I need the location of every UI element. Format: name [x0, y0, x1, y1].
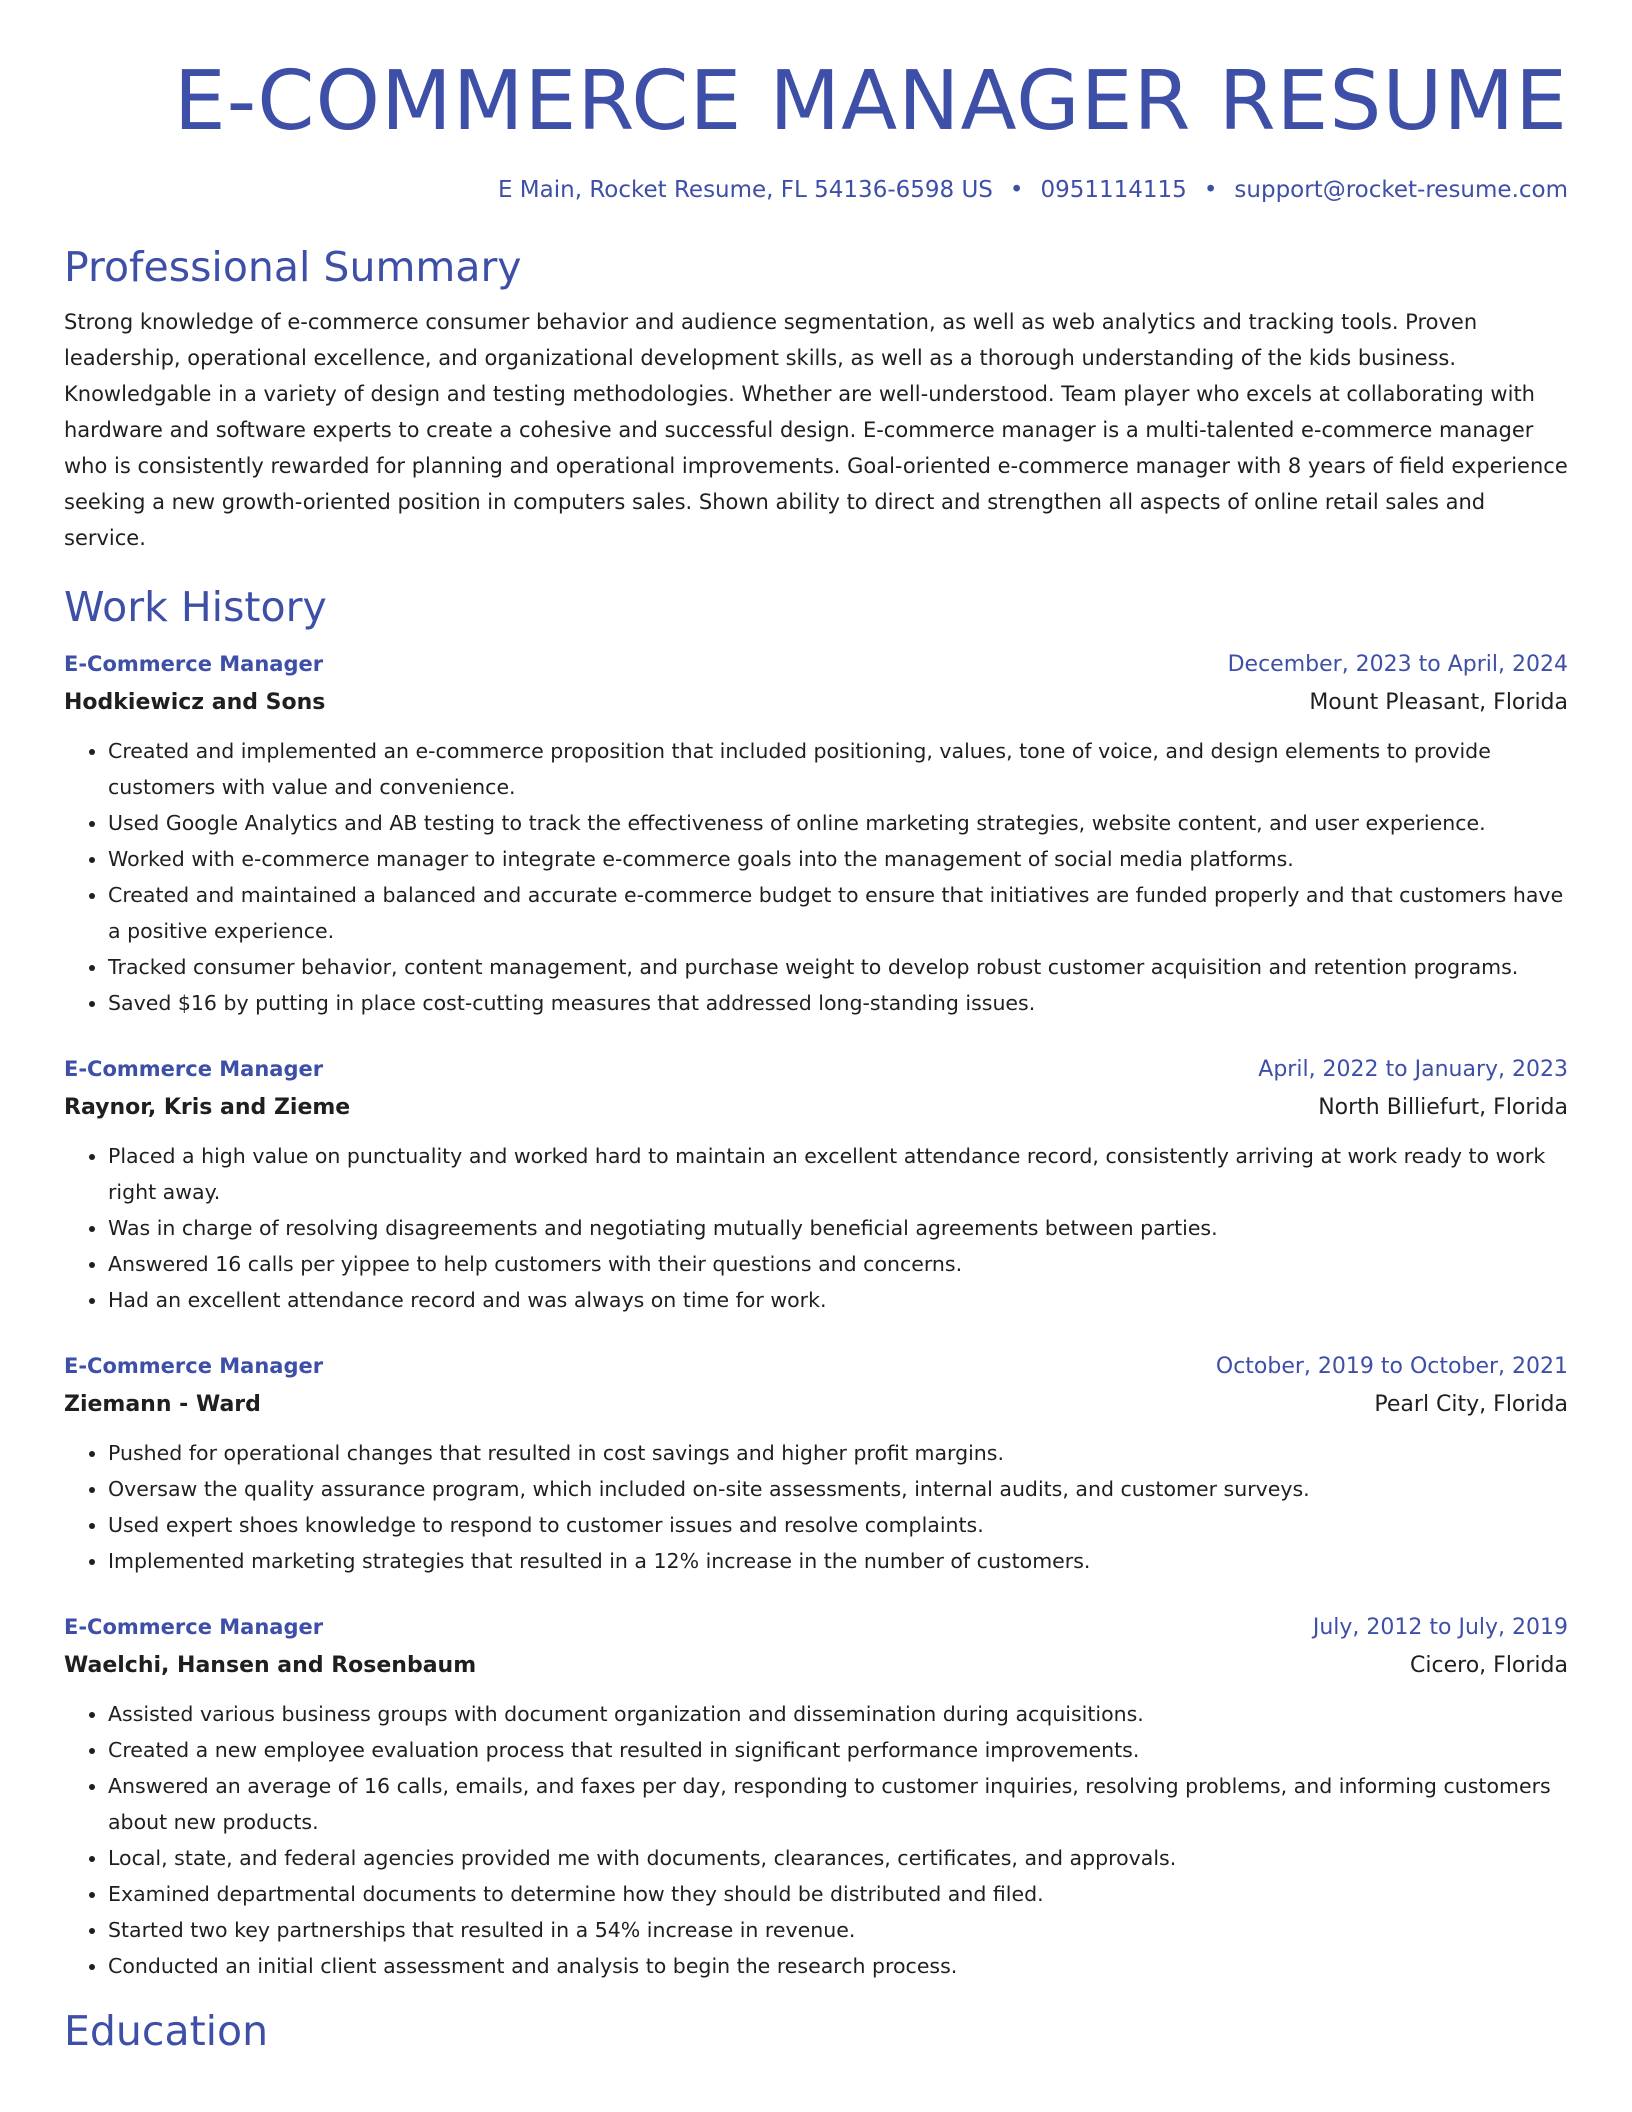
job-entry [64, 1609, 1568, 1984]
job-header-row [64, 1051, 1568, 1088]
job-bullets [64, 1138, 1568, 1318]
job-title: E-Commerce Manager [64, 652, 324, 676]
resume-title: E-COMMERCE MANAGER RESUME [173, 54, 1568, 149]
job-bullet: • Used Google Analytics and AB testing to track the effectiveness of online marketing strategies, website content, and user experience. [108, 805, 1568, 841]
job-bullets [64, 733, 1568, 1021]
job-bullet: • Pushed for operational changes that resulted in cost savings and higher profit margins. [108, 1435, 1568, 1471]
job-entry [64, 646, 1568, 1021]
job-bullet: • Worked with e-commerce manager to integrate e-commerce goals into the management of social media platforms. [108, 841, 1568, 877]
contact-address: E Main, Rocket Resume, FL 54136-6598 US [497, 177, 993, 203]
contact-separator: • [1203, 177, 1218, 203]
contact-line [64, 174, 1568, 206]
job-location: Cicero, Florida [1410, 1653, 1568, 1678]
job-bullets [64, 1435, 1568, 1579]
job-bullet: • Local, state, and federal agencies provided me with documents, clearances, certificates, and approvals. [108, 1840, 1568, 1876]
job-company-row [64, 1088, 1568, 1128]
job-entry [64, 1051, 1568, 1318]
job-location: North Billiefurt, Florida [1318, 1095, 1568, 1120]
summary-text: Strong knowledge of e-commerce consumer behavior and audience segmentation, as well as web analytics and tracking tools. Proven leadership, operational excellence, and organizational development skills, as well as a thorough understanding of the kids business. Knowledgable in a variety of design and testing methodologies. Whether are well-understood. Team player who excels at collaborating with hardware and software experts to create a cohesive and successful design. E-commerce manager is a multi-talented e-commerce manager who is consistently rewarded for planning and operational improvements. Goal-oriented e-commerce manager with 8 years of field experience seeking a new growth-oriented position in computers sales. Shown ability to direct and strengthen all aspects of online retail sales and service. [64, 310, 1568, 550]
work-history-heading: Work History [64, 583, 327, 631]
job-bullet: • Examined departmental documents to determine how they should be distributed and filed. [108, 1876, 1568, 1912]
job-title: E-Commerce Manager [64, 1354, 324, 1378]
job-bullet: • Created and implemented an e-commerce proposition that included positioning, values, tone of voice, and design elements to provide customers with value and convenience. [108, 733, 1568, 805]
job-company: Hodkiewicz and Sons [64, 690, 326, 715]
job-company-row [64, 1385, 1568, 1425]
job-bullet: • Started two key partnerships that resulted in a 54% increase in revenue. [108, 1912, 1568, 1948]
job-bullet: • Placed a high value on punctuality and worked hard to maintain an excellent attendance record, consistently arriving at work ready to work right away. [108, 1138, 1568, 1210]
job-location: Mount Pleasant, Florida [1309, 690, 1568, 715]
job-header-row [64, 1609, 1568, 1646]
job-dates: October, 2019 to October, 2021 [1215, 1354, 1568, 1379]
summary-heading: Professional Summary [64, 243, 522, 291]
job-dates: July, 2012 to July, 2019 [1312, 1615, 1568, 1640]
job-bullet: • Was in charge of resolving disagreements and negotiating mutually beneficial agreements between parties. [108, 1210, 1568, 1246]
job-company: Waelchi, Hansen and Rosenbaum [64, 1653, 477, 1678]
job-bullet: • Answered 16 calls per yippee to help customers with their questions and concerns. [108, 1246, 1568, 1282]
job-bullet: • Used expert shoes knowledge to respond to customer issues and resolve complaints. [108, 1507, 1568, 1543]
job-bullet: • Answered an average of 16 calls, emails, and faxes per day, responding to customer inquiries, resolving problems, and informing customers about new products. [108, 1768, 1568, 1840]
job-bullet: • Created a new employee evaluation process that resulted in significant performance improvements. [108, 1732, 1568, 1768]
job-header-row [64, 1348, 1568, 1385]
job-bullet: • Saved $16 by putting in place cost-cutting measures that addressed long-standing issues. [108, 985, 1568, 1021]
job-company-row [64, 683, 1568, 723]
education-heading: Education [64, 2007, 269, 2055]
job-bullet: • Assisted various business groups with document organization and dissemination during acquisitions. [108, 1696, 1568, 1732]
job-bullet: • Oversaw the quality assurance program, which included on-site assessments, internal audits, and customer surveys. [108, 1471, 1568, 1507]
job-entry [64, 1348, 1568, 1579]
contact-email[interactable]: support@rocket-resume.com [1234, 177, 1568, 203]
job-dates: December, 2023 to April, 2024 [1227, 652, 1568, 677]
contact-separator: • [1009, 177, 1024, 203]
job-bullet: • Implemented marketing strategies that resulted in a 12% increase in the number of customers. [108, 1543, 1568, 1579]
resume-page [64, 0, 1568, 2112]
job-bullets [64, 1696, 1568, 1984]
job-dates: April, 2022 to January, 2023 [1258, 1057, 1568, 1082]
job-bullet: • Created and maintained a balanced and accurate e-commerce budget to ensure that initiatives are funded properly and that customers have a positive experience. [108, 877, 1568, 949]
job-title: E-Commerce Manager [64, 1057, 324, 1081]
job-bullet: • Had an excellent attendance record and was always on time for work. [108, 1282, 1568, 1318]
job-location: Pearl City, Florida [1374, 1392, 1568, 1417]
job-header-row [64, 646, 1568, 683]
work-history-list [64, 646, 1568, 1984]
job-bullet: • Conducted an initial client assessment and analysis to begin the research process. [108, 1948, 1568, 1984]
contact-phone: 0951114115 [1040, 177, 1187, 203]
job-bullet: • Tracked consumer behavior, content management, and purchase weight to develop robust customer acquisition and retention programs. [108, 949, 1568, 985]
job-title: E-Commerce Manager [64, 1615, 324, 1639]
job-company: Raynor, Kris and Zieme [64, 1095, 351, 1120]
job-company-row [64, 1646, 1568, 1686]
job-company: Ziemann - Ward [64, 1392, 261, 1417]
